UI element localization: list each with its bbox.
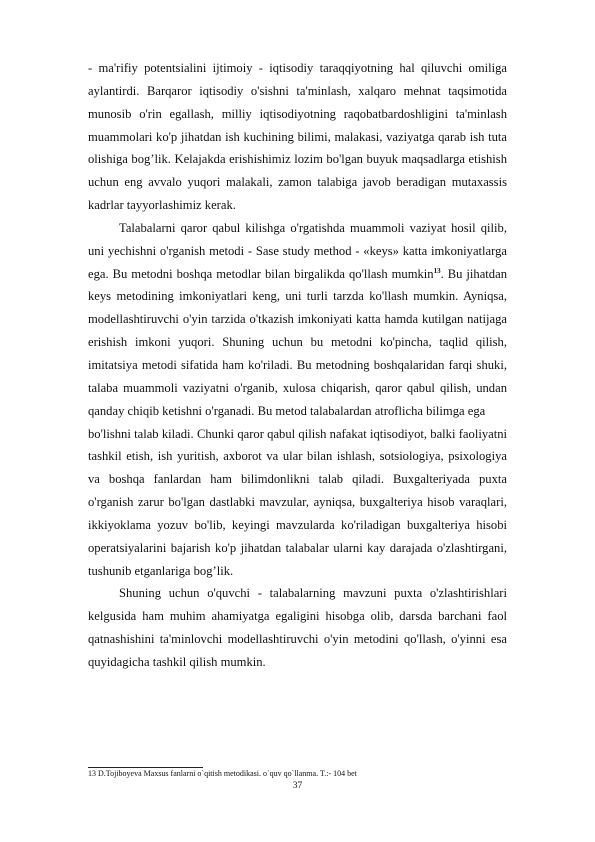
footnote-reference-period: .	[440, 266, 444, 281]
footnote-reference[interactable]: 13	[433, 266, 441, 275]
footnote: 13 D.Tojiboyeva Maxsus fanlarni o`qitish metodikasi. o`quv qo`llanma. T.:- 104 bet	[88, 769, 357, 778]
paragraph-1: - ma'rifiy potentsialini ijtimoiy - iqtisodiy taraqqiyotning hal qiluvchi omiliga aylantirdi. Barqaror iqtisodiy o'sishni ta'minlash, xalqaro mehnat taqsimotida munosib o'rin egallash, milliy iqtisodiyotning raqobatbardoshligini ta'minlash muammolari ko'p jihatdan ish kuchining bilimi, malakasi, vaziyatga qarab ish tuta olishiga bog’lik. Kelajakda erishishimiz lozim bo'lgan buyuk maqsadlarga etishish uchun eng avvalo yuqori malakali, zamon talabiga javob beradigan mutaxassis kadrlar tayyorlashimiz kerak.	[88, 61, 507, 213]
paragraph-2-text: Talabalarni qaror qabul kilishga o'rgatishda muammoli vaziyat hosil qilib, uni yechishni o'rganish metodi - Sase study method - «keys» katta imkoniyatlarga ega. Bu metodni boshqa metodlar bilan birgalikda qo'llash mumkin	[88, 220, 507, 281]
paragraph-4: Shuning uchun o'quvchi - talabalarning mavzuni puxta o'zlashtirishlari kelgusida ham muhim ahamiyatga egaligini hisobga olib, darsda barchani faol qatnashishini ta'minlovchi modellashtiruvchi o'yin metodini qo'llash, o'yinni esa quyidagicha tashkil qilish mumkin.	[88, 586, 507, 669]
footnote-separator	[88, 767, 203, 768]
page-number: 37	[292, 781, 303, 791]
paragraph-2	[88, 217, 507, 423]
paragraph-3: bo'lishni talab kiladi. Chunki qaror qabul qilish nafakat iqtisodiyot, balki faoliyatni tashkil etish, ish yuritish, axborot va ular bilan ishlash, sotsiologiya, psixologiya va boshqa fanlardan ham bilimdonlikni talab qiladi. Buxgalteriyada puxta o'rganish zarur bo'lgan dastlabki mavzular, ayniqsa, buxgalteriya hisob varaqlari, ikkiyoklama yozuv bo'lib, keyingi mavzularda ko'riladigan buxgalteriya hisobi operatsiyalarini bajarish ko'p jihatdan talabalar ularni kay darajada o'zlashtirgani, tushunib etganlariga bog’lik.	[88, 426, 507, 578]
body-text	[88, 57, 507, 674]
paragraph-2-continuation: Bu jihatdan keys metodining imkoniyatlari keng, uni turli tarzda ko'llash mumkin. Ayniqsa, modellashtiruvchi o'yin tarzida o'tkazish imkoniyati katta hamda kutilgan natijaga erishish imkoni yuqori. Shuning uchun bu metodni ko'pincha, taqlid qilish, imitatsiya metodi sifatida ham ko'riladi. Bu metodning boshqalaridan farqi shuki, talaba muammoli vaziyatni o'rganib, xulosa chiqarish, qaror qabul qilish, undan qanday chiqib ketishni o'rganadi. Bu metod talabalardan atroflicha bilimga ega	[88, 266, 507, 418]
